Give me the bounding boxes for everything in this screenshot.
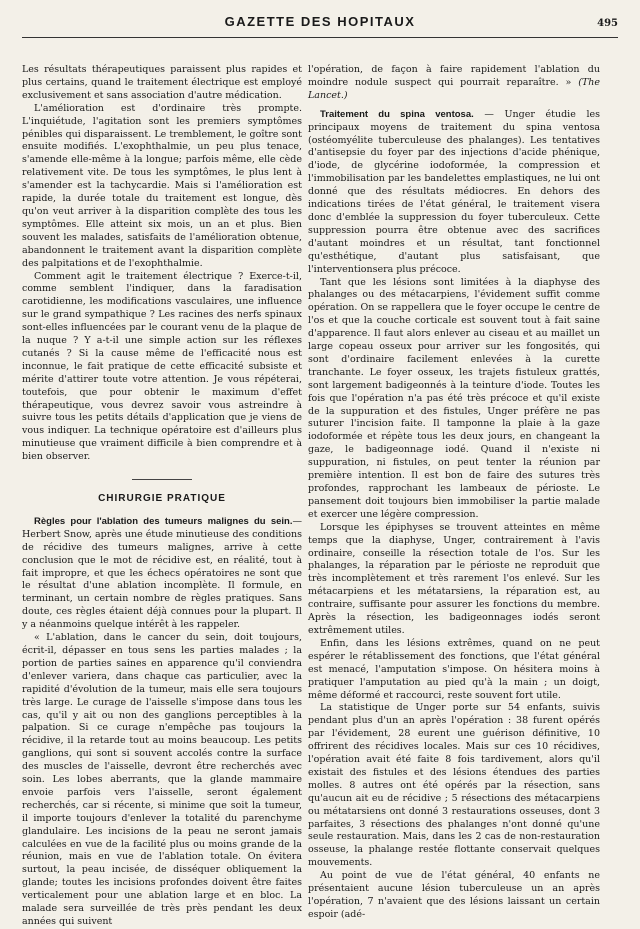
article-text: — Unger étudie les principaux moyens de traitement du spina ventosa (ostéomyélite tuberculeuse des phalanges). Les tentatives d'antisepsie du foyer par des injections d'acide phénique, d'iode, de glycérine iodoformée, la compression et l'immobilisation par les bandelettes emplastiques, ne lui ont donné que des résultats médiocres. En dehors des indications tirées de l'état général, le traitement visera donc d'emblée la suppression du foyer tuberculeux. Cette suppression pourra être obtenue avec des sacrifices d'autant moindres et un résultat, tant fonctionnel qu'esthétique, d'autant plus satisfaisant, que l'interventionsera plus précoce.	[308, 108, 601, 275]
page-header	[22, 6, 618, 36]
article-lead: Traitement du spina ventosa.	[320, 108, 474, 120]
article-lead: Règles pour l'ablation des tumeurs malignes du sein.	[34, 515, 293, 527]
paragraph: La statistique de Unger porte sur 54 enfants, suivis pendant plus d'un an après l'opération : 38 furent opérés par l'évidement, 28 eurent une guérison définitive, 10 offrirent des récidives locales. Mais sur ces 10 récidives, l'opération avait été faite 8 fois tardivement, alors qu'il existait des fistules et des lésions étendues des parties molles. 8 autres ont été opérés par la résection, sans qu'aucun ait eu de récidive ; 5 résections des métacarpiens ou métatarsiens ont donné 3 restaurations osseuses, dont 3 parfaites, 3 résections des phalanges n'ont donné qu'une seule restauration. Mais, dans les 2 cas de non-restauration osseuse, la phalange restée flottante conservait quelques mouvements.	[308, 702, 600, 869]
section-title: CHIRURGIE PRATIQUE	[98, 493, 226, 504]
article-paragraph	[22, 516, 302, 632]
paragraph: « L'ablation, dans le cancer du sein, doit toujours, écrit-il, dépasser en tous sens les parties malades ; la portion de parties saines en apparence qu'il conviendra d'enlever variera, dans chaque cas particulier, avec la rapidité d'évolution de la tumeur, mais elle sera toujours très large. Le curage de l'aisselle s'impose dans tous les cas, qu'il y ait ou non des ganglions perceptibles à la palpation. Si ce curage n'empêche pas toujours la récidive, il la retarde tout au moins beaucoup. Les petits ganglions, qui sont si souvent accolés contre la surface des muscles de l'aisselle, devront être recherchés avec soin. Les lobes aberrants, que la glande mammaire envoie parfois vers l'aisselle, seront également recherchés, car si récente, si minime que soit la tumeur, il importe toujours d'enlever la totalité du parenchyme glandulaire. Les incisions de la peau ne seront jamais calculées en vue de la facilité plus ou moins grande de la réunion, mais en vue de l'ablation totale. On évitera surtout, la peau incisée, de disséquer obliquement la glande; toutes les incisions profondes doivent être faites verticalement pour une ablation large et en bloc. La malade sera surveillée de très près pendant les deux années qui suivent	[22, 632, 302, 927]
paragraph: Tant que les lésions sont limitées à la diaphyse des phalanges ou des métacarpiens, l'évidement suffit comme opération. On se rappellera que le foyer occupe le centre de l'os et que la couche corticale est souvent tout à fait saine d'apparence. Il faut alors enlever au ciseau et au maillet un large copeau osseux pour arriver sur les fongosités, qui sont d'ordinaire facilement enlevées à la curette tranchante. Le foyer osseux, les trajets fistuleux grattés, sont largement badigeonnés à la teinture d'iode. Toutes les fois que l'opération n'a pas été très précoce et qu'il existe de la suppuration et des fistules, Unger préfère ne pas suturer l'incision faite. Il tamponne la plaie à la gaze iodoformée et répète tous les deux jours, en changeant la gaze, le badigeonnage iodé. Quand il n'existe ni suppuration, ni fistules, on peut tenter la réunion par première intention. Il est bon de faire des sutures très profondes, rapprochant les lambeaux de périoste. Le pansement doit toujours bien immobiliser la partie malade et exercer une légère compression.	[308, 276, 600, 520]
source-citation: (The Lancet.)	[308, 76, 600, 101]
article-continuation	[308, 64, 600, 103]
left-column	[22, 64, 302, 929]
header-rule	[22, 37, 618, 38]
continuation-text: l'opération, de façon à faire rapidement l'ablation du moindre nodule suspect qui pourrait reparaître. »	[308, 64, 600, 88]
paragraph: Au point de vue de l'état général, 40 enfants ne présentaient aucune lésion tuberculeuse un an après l'opération, 7 n'avaient que des lésions laissant un certain espoir (adé-	[308, 870, 600, 920]
paragraph: Comment agit le traitement électrique ? Exerce-t-il, comme semblent l'indiquer, dans la faradisation carotidienne, les modifications vasculaires, une influence sur le grand sympathique ? Les racines des nerfs spinaux sont-elles influencées par le courant venu de la plaque de la nuque ? Y a-t-il une simple action sur les réflexes cutanés ? Si la cause même de l'efficacité nous est inconnue, le fait pratique de cette efficacité subsiste et mérite d'attirer toute votre attention. Je vous répéterai, toutefois, que pour obtenir le maximum d'effet thérapeutique, vous devrez savoir vous astreindre à suivre tous les petits détails d'application que je viens de vous indiquer. La technique opératoire est d'ailleurs plus minutieuse que vraiment difficile à bien comprendre et à bien observer.	[22, 270, 302, 463]
paragraph: Enfin, dans les lésions extrêmes, quand on ne peut espérer le rétablissement des fonctions, que l'état général est menacé, l'amputation s'impose. On hésitera moins à pratiquer l'amputation au pied qu'à la main ; un doigt, même déformé et raccourci, reste souvent fort utile.	[308, 637, 600, 701]
paragraph: Lorsque les épiphyses se trouvent atteintes en même temps que la diaphyse, Unger, contrairement à l'avis ordinaire, conseille la résection totale de l'os. Sur les phalanges, la réparation par le périoste ne reproduit que très incomplètement et très rarement l'os enlevé. Sur les métacarpiens et les métatarsiens, la réparation est, au contraire, suffisante pour assurer les fonctions du membre. Après la résection, les badigeonnages iodés seront extrêmement utiles.	[308, 521, 600, 636]
paragraph: Les résultats thérapeutiques paraissent plus rapides et plus certains, quand le traitement électrique est employé exclusivement et sans association d'autre médication.	[22, 64, 302, 101]
article-text: — Herbert Snow, après une étude minutieuse des conditions de récidive des tumeurs malignes, arrive à cette conclusion que le mot de récidive est, en réalité, tout à fait impropre, et que les échecs opératoires ne sont que le résultat d'une ablation incomplète. Il formule, en terminant, un certain nombre de règles pratiques. Sans doute, ces règles étaient déjà connues pour la plupart. Il y a néanmoins quelque intérêt à les rappeler.	[22, 515, 302, 631]
paragraph: L'amélioration est d'ordinaire très prompte. L'inquiétude, l'agitation sont les premiers symptômes pénibles qui disparaissent. Le tremblement, le goître sont ensuite modifiés. L'exophthalmie, un peu plus tenace, s'amende elle-même à la longue; parfois même, elle cède relativement vite. De tous les symptômes, le plus lent à s'amender est la tachycardie. Mais si l'amélioration est rapide, la durée totale du traitement est longue, dès qu'on veut arriver à la disparition complète des tous les symptômes. Elle atteint six mois, un an et plus. Bien souvent les malades, satisfaits de l'amélioration obtenue, abandonnent le traitement avant la disparition complète des palpitations et de l'exophthalmie.	[22, 102, 302, 269]
section-separator	[22, 474, 302, 487]
journal-title: GAZETTE DES HOPITAUX	[224, 14, 416, 29]
right-column	[308, 64, 600, 922]
page-number: 495	[597, 18, 618, 29]
article-paragraph	[308, 109, 600, 277]
